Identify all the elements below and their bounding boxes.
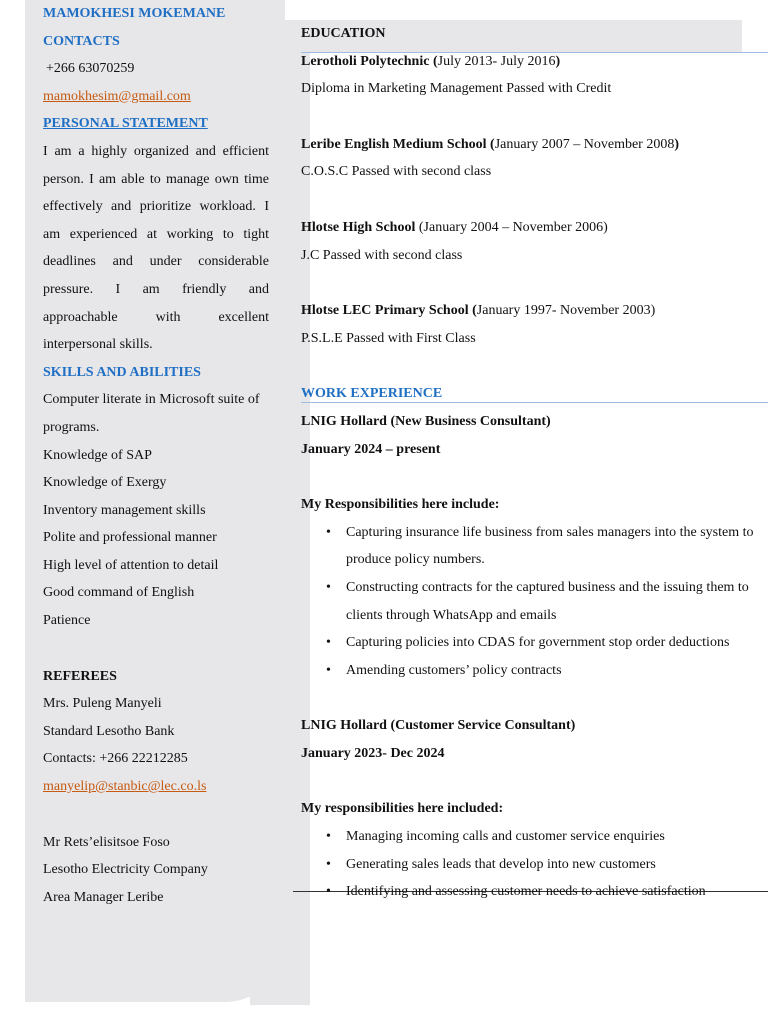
school-result: C.O.S.C Passed with second class (301, 164, 492, 180)
education-entry: Hlotse High School (January 2004 – November 2006) J.C Passed with second class (301, 214, 768, 269)
referee-1-org: Standard Lesotho Bank (43, 723, 175, 739)
list-item: • Capturing policies into CDAS for government stop order deductions (346, 629, 768, 657)
referee-1-name: Mrs. Puleng Manyeli (43, 696, 162, 712)
skill-item: Inventory management skills (43, 502, 206, 518)
email-link[interactable]: mamokhesim@gmail.com (43, 88, 191, 104)
work-experience-heading: WORK EXPERIENCE (301, 386, 443, 402)
responsibilities-list (301, 823, 768, 906)
contacts-heading: CONTACTS (43, 33, 120, 49)
referee-2-name: Mr Rets’elisitsoe Foso (43, 834, 170, 850)
candidate-name: MAMOKHESI MOKEMANE (43, 6, 226, 21)
job-title: LNIG Hollard (Customer Service Consultant) (301, 718, 576, 734)
education-entry: Leribe English Medium School (January 2007 – November 2008) C.O.S.C Passed with second class (301, 131, 768, 186)
referees-heading: REFEREES (43, 668, 117, 684)
skill-item: Polite and professional manner (43, 530, 217, 546)
referee-1-contact: Contacts: +266 22212285 (43, 751, 188, 767)
job-title: LNIG Hollard (New Business Consultant) (301, 413, 551, 429)
school-dates: January 1997- November 2003 (476, 303, 651, 319)
school-name: Lerotholi Polytechnic (301, 53, 430, 69)
list-item: • Managing incoming calls and customer service enquiries (346, 823, 768, 851)
sidebar (43, 0, 269, 911)
skill-item: High level of attention to detail (43, 557, 219, 573)
list-item: • Identifying and assessing customer needs to achieve satisfaction (346, 878, 768, 906)
list-item: • Generating sales leads that develop into new customers (346, 851, 768, 879)
main-column (301, 20, 768, 906)
referee-1-email-link[interactable]: manyelip@stanbic@lec.co.ls (43, 779, 207, 795)
school-name: Hlotse LEC Primary School (301, 303, 469, 319)
school-dates: July 2013- July 2016 (437, 53, 556, 69)
skill-item: Knowledge of SAP (43, 447, 152, 463)
school-dates: January 2007 – November 2008 (494, 136, 675, 152)
list-item: • Amending customers’ policy contracts (346, 657, 768, 685)
personal-statement-text: I am a highly organized and efficient person. I am able to manage own time effectively and prioritize workload. I am experienced at working to tight deadlines and under considerable pressure. I am friendly and approachable with excellent interpersonal skills. (43, 143, 269, 353)
skills-heading: SKILLS AND ABILITIES (43, 364, 201, 380)
school-name: Leribe English Medium School (301, 136, 487, 152)
education-entry: Hlotse LEC Primary School (January 1997- November 2003) P.S.L.E Passed with First Class (301, 297, 768, 352)
referee-2-role: Area Manager Leribe (43, 889, 164, 905)
responsibilities-heading: My Responsibilities here include: (301, 497, 500, 513)
school-result: J.C Passed with second class (301, 247, 463, 263)
school-name: Hlotse High School (301, 219, 416, 235)
school-result: P.S.L.E Passed with First Class (301, 330, 476, 346)
school-result: Diploma in Marketing Management Passed with Credit (301, 81, 612, 97)
skill-item: Knowledge of Exergy (43, 475, 167, 491)
education-heading: EDUCATION (301, 26, 386, 41)
skill-item: Computer literate in Microsoft suite of programs. (43, 392, 260, 435)
education-entry: Lerotholi Polytechnic (July 2013- July 2016) Diploma in Marketing Management Passed with Credit (301, 48, 768, 103)
responsibilities-heading: My responsibilities here included: (301, 801, 504, 817)
school-dates: January 2004 – November 2006 (423, 219, 604, 235)
list-item: • Capturing insurance life business from sales managers into the system to produce policy numbers. (346, 519, 768, 574)
list-item: • Constructing contracts for the captured business and the issuing them to clients through WhatsApp and emails (346, 574, 768, 629)
referee-2-org: Lesotho Electricity Company (43, 862, 208, 878)
job-dates: January 2024 – present (301, 441, 441, 457)
personal-statement-heading: PERSONAL STATEMENT (43, 116, 208, 132)
phone-number: +266 63070259 (46, 61, 135, 77)
skill-item: Good command of English (43, 585, 195, 601)
responsibilities-list (301, 519, 768, 685)
skills-list (43, 386, 269, 634)
job-dates: January 2023- Dec 2024 (301, 745, 445, 761)
skill-item: Patience (43, 613, 91, 629)
